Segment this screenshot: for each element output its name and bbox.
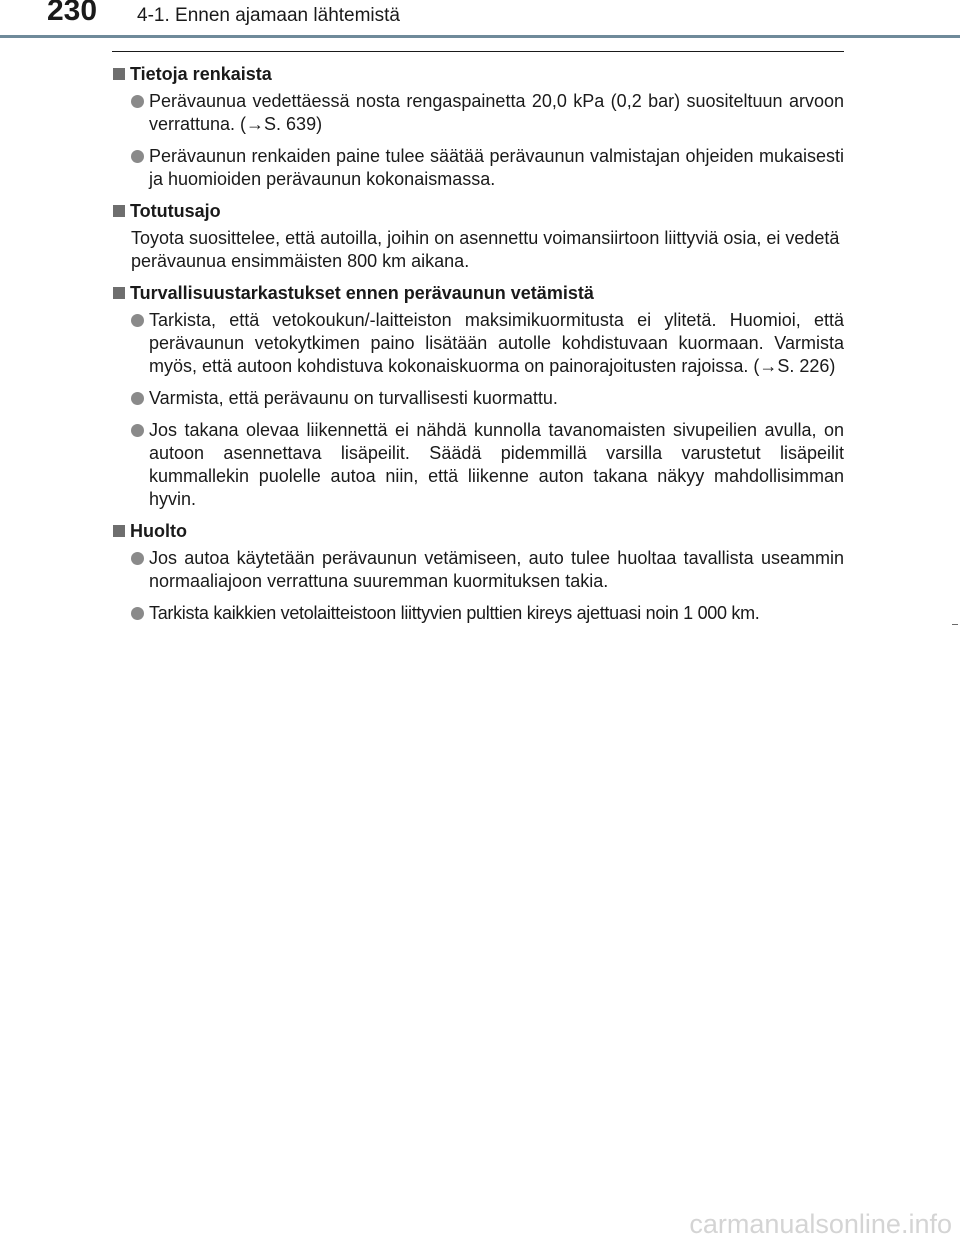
- section-break-in: [112, 200, 844, 273]
- list-item-text: Varmista, että perävaunu on turvallisesti kuormattu.: [149, 388, 558, 408]
- section-heading-text: Tietoja renkaista: [130, 64, 272, 84]
- list-item-text: Jos takana olevaa liikennettä ei nähdä kunnolla tavanomaisten sivupeilien avulla, on autoon asennettava lisäpeilit. Säädä pidemmillä varsilla varustetut lisäpeilit kummallekin puolelle autoa niin, että liikenne auton takana näkyy mahdollisimman hyvin.: [149, 420, 844, 509]
- circle-bullet-icon: [131, 552, 144, 565]
- circle-bullet-icon: [131, 392, 144, 405]
- section-safety-checks: [112, 282, 844, 511]
- list-item-text: Perävaunua vedettäessä nosta rengaspainetta 20,0 kPa (0,2 bar) suositeltuun arvoon verrattuna. (→S. 639): [149, 91, 844, 134]
- section-tire-info: [112, 63, 844, 191]
- section-heading: [112, 282, 844, 305]
- chapter-title: 4-1. Ennen ajamaan lähtemistä: [137, 5, 400, 26]
- list-item: [112, 387, 844, 410]
- square-bullet-icon: [113, 205, 125, 217]
- document-body: [112, 63, 844, 634]
- square-bullet-icon: [113, 525, 125, 537]
- circle-bullet-icon: [131, 424, 144, 437]
- list-item-text: Jos autoa käytetään perävaunun vetämiseen, auto tulee huoltaa tavallista useammin normaaliajoon verrattuna suuremman kuormituksen takia.: [149, 548, 844, 591]
- section-heading-text: Turvallisuustarkastukset ennen perävaunun vetämistä: [130, 283, 594, 303]
- section-maintenance: [112, 520, 844, 625]
- list-item-text: Tarkista, että vetokoukun/-laitteiston maksimikuormitusta ei ylitetä. Huomioi, että perävaunun vetokytkimen paino lisätään autolle kohdistuvaan kuormaan. Varmista myös, että autoon kohdistuva kokonaiskuorma on painorajoitusten rajoissa. (→S. 226): [149, 310, 844, 376]
- list-item: [112, 547, 844, 593]
- circle-bullet-icon: [131, 314, 144, 327]
- circle-bullet-icon: [131, 150, 144, 163]
- watermark: carmanualsonline.info: [689, 1209, 952, 1239]
- list-item: [112, 602, 844, 625]
- square-bullet-icon: [113, 68, 125, 80]
- list-item: [112, 419, 844, 511]
- square-bullet-icon: [113, 287, 125, 299]
- list-item-text: Tarkista kaikkien vetolaitteistoon liittyvien pulttien kireys ajettuasi noin 1 000 km.: [149, 603, 760, 623]
- section-heading: [112, 63, 844, 86]
- header-divider: [0, 35, 960, 38]
- section-heading-text: Totutusajo: [130, 201, 221, 221]
- list-item-text: Perävaunun renkaiden paine tulee säätää perävaunun valmistajan ohjeiden mukaisesti ja huomioiden perävaunun kokonaismassa.: [149, 146, 844, 189]
- section-heading: [112, 520, 844, 543]
- content-divider: [112, 51, 844, 52]
- paragraph: Toyota suosittelee, että autoilla, joihin on asennettu voimansiirtoon liittyviä osia, ei vedetä perävaunua ensimmäisten 800 km aikana.: [131, 228, 840, 271]
- section-heading: [112, 200, 844, 223]
- list-item: [112, 309, 844, 378]
- circle-bullet-icon: [131, 95, 144, 108]
- circle-bullet-icon: [131, 607, 144, 620]
- list-item: [112, 145, 844, 191]
- margin-mark: [952, 624, 958, 625]
- page-number: 230: [47, 0, 98, 27]
- list-item: [112, 90, 844, 136]
- section-heading-text: Huolto: [130, 521, 187, 541]
